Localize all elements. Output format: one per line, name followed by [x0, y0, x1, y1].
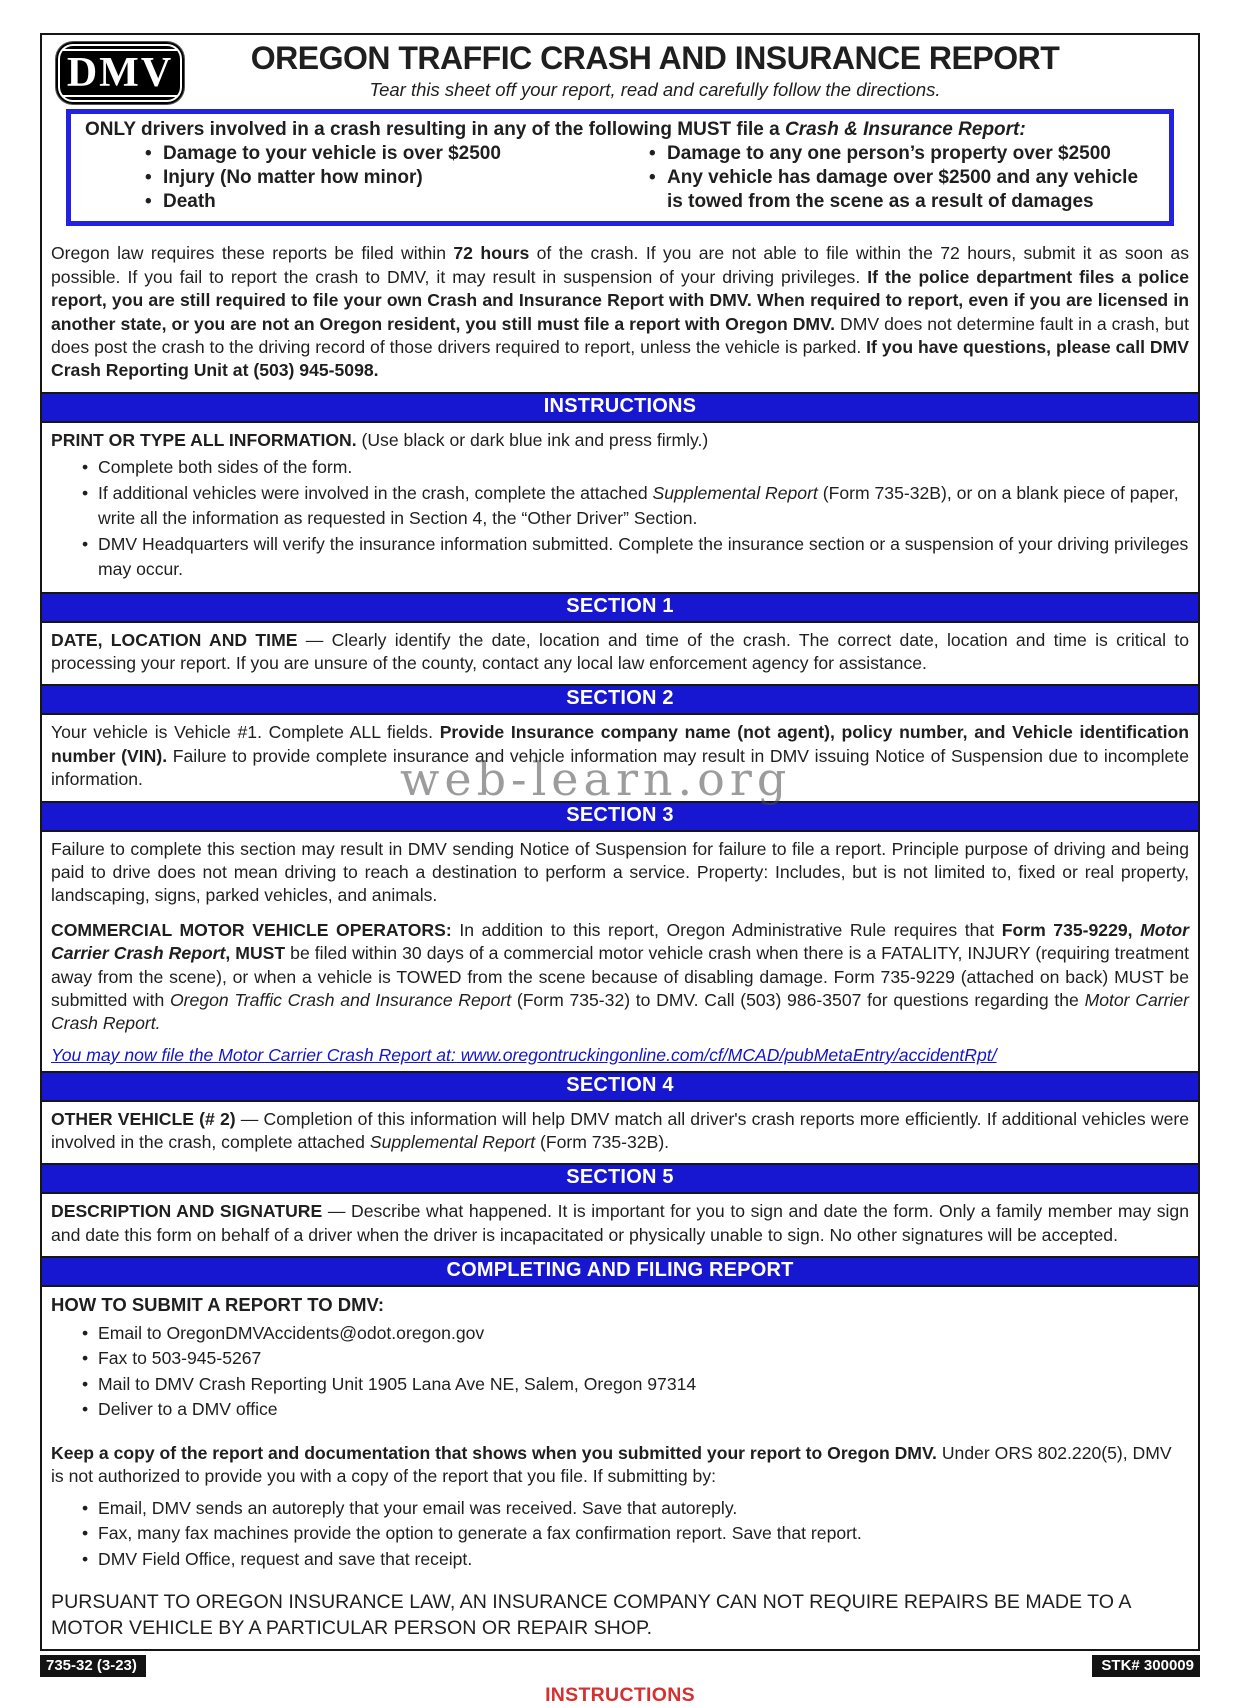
section-5-bar	[42, 1163, 1198, 1194]
intro-text: DMV does not determine fault in a crash, but does post the crash to the driving record of those drivers required to report, unless the vehicle is parked.	[51, 313, 1189, 357]
dmv-logo	[56, 42, 184, 104]
bar-label: COMPLETING AND FILING REPORT	[446, 1259, 794, 1282]
section-5-body: — Describe what happened. It is important for you to sign and date the form. Only a family member may sign and date this form on behalf of a driver when the driver is incapacitated or physically unable to sign. No other signatures will be accepted.	[51, 1201, 1189, 1245]
section-1-heading: DATE, LOCATION AND TIME	[51, 629, 298, 650]
section-2-body: Your vehicle is Vehicle #1. Complete ALL fields.	[51, 722, 440, 743]
section-4-text	[42, 1102, 1198, 1164]
keep-copy-bold: Keep a copy of the report and documentation that shows when you submitted your report to Oregon DMV.	[51, 1442, 937, 1463]
how-to-submit-heading: HOW TO SUBMIT A REPORT TO DMV:	[51, 1294, 384, 1316]
section-2-bar	[42, 684, 1198, 715]
section-3-bar	[42, 801, 1198, 832]
list-item: • Any vehicle has damage over $2500 and any vehicle is towed from the scene as a result of damages	[667, 166, 1153, 214]
commercial-italic: Oregon Traffic Crash and Insurance Report	[169, 989, 512, 1010]
intro-police-bold: If the police department files a police report, you are still required to file your own Crash and Insurance Report with DMV. When required to report, even if you are licensed in another state, or you are not an Oregon resident, you still must file a report with Oregon DMV.	[51, 266, 1189, 334]
keep-copy-bullets	[42, 1491, 1198, 1582]
intro-72hours: 72 hours	[453, 243, 530, 264]
watermark: web-learn.org	[400, 752, 792, 806]
list-item: • Damage to your vehicle is over $2500	[163, 142, 621, 166]
list-item: • Fax to 503-945-5267	[98, 1346, 1189, 1372]
section-4-italic: Supplemental Report	[369, 1132, 536, 1153]
section-1-bar	[42, 592, 1198, 623]
bar-label: INSTRUCTIONS	[543, 394, 697, 417]
section-2-bold: Provide Insurance company name (not agent), policy number, and Vehicle identification number (VIN).	[51, 722, 1189, 766]
list-item: • Mail to DMV Crash Reporting Unit 1905 Lana Ave NE, Salem, Oregon 97314	[98, 1372, 1189, 1398]
section-1-text	[42, 623, 1198, 685]
completing-bar	[42, 1256, 1198, 1287]
intro-text: Oregon law requires these reports be filed within	[51, 243, 454, 264]
intro-questions-bold: If you have questions, please call DMV Crash Reporting Unit at (503) 945-5098.	[51, 336, 1189, 381]
commercial-body: (Form 735-32) to DMV. Call (503) 986-3507 for questions regarding the	[511, 989, 1085, 1010]
section-4-body: (Form 735-32B).	[535, 1132, 670, 1153]
notice-heading-text: ONLY drivers involved in a crash resulting in any of the following MUST file a	[85, 119, 785, 140]
footer-row	[40, 1655, 1200, 1677]
keep-copy-paragraph	[42, 1432, 1198, 1491]
notice-heading	[85, 119, 1157, 141]
section-1-body: — Clearly identify the date, location and time of the crash. The correct date, location and time is critical to processing your report. If you are unsure of the county, contact any local law enforcement agency for assistance.	[51, 629, 1189, 673]
commercial-operators-text	[42, 917, 1198, 1045]
section-4-body: — Completion of this information will help DMV match all driver's crash reports more efficiently. If additional vehicles were involved in the crash, complete attached	[51, 1108, 1189, 1153]
section-2-body: Failure to provide complete insurance and vehicle information may result in DMV issuing Notice of Suspension due to incomplete information.	[51, 745, 1189, 790]
commercial-bold: , MUST	[225, 943, 286, 964]
motor-carrier-link-line	[42, 1045, 1198, 1071]
bullet-text: If additional vehicles were involved in the crash, complete the attached	[98, 482, 653, 503]
bar-label: SECTION 3	[566, 803, 674, 826]
list-item: • Complete both sides of the form.	[98, 455, 1189, 481]
page-footer-label: INSTRUCTIONS	[545, 1684, 695, 1707]
must-file-notice-box	[66, 109, 1174, 226]
instructions-heading	[51, 429, 1189, 452]
list-item: • Damage to any one person’s property over $2500	[667, 142, 1153, 166]
list-item: • DMV Field Office, request and save that receipt.	[98, 1547, 1189, 1573]
instructions-heading-bold: PRINT OR TYPE ALL INFORMATION.	[51, 429, 357, 450]
form-number-badge: 735-32 (3-23)	[40, 1655, 146, 1677]
section-4-bar	[42, 1071, 1198, 1102]
notice-columns	[85, 142, 1157, 214]
instructions-heading-rest: (Use black or dark blue ink and press firmly.)	[356, 429, 709, 450]
page-title: OREGON TRAFFIC CRASH AND INSURANCE REPORT	[250, 40, 1060, 76]
document-header	[42, 35, 1198, 107]
section-4-heading: OTHER VEHICLE (# 2)	[51, 1108, 236, 1129]
list-item: • Death	[163, 190, 621, 214]
bar-label: SECTION 2	[566, 687, 674, 710]
how-to-submit-block	[42, 1287, 1198, 1432]
keep-copy-rest: Under ORS 802.220(5), DMV is not authorized to provide you with a copy of the report that you file. If submitting by:	[51, 1442, 1172, 1487]
intro-paragraph	[42, 234, 1198, 391]
page-subtitle: Tear this sheet off your report, read and carefully follow the directions.	[369, 78, 941, 100]
commercial-body: be filed within 30 days of a commercial motor vehicle crash when there is a FATALITY, INJURY (requiring treatment away from the scene), or when a vehicle is TOWED from the scene because of disabling damage. Form 735-9229 (attached on back) MUST be submitted with	[51, 943, 1189, 1010]
list-item	[98, 481, 1189, 532]
bar-label: SECTION 4	[566, 1073, 674, 1096]
commercial-body: In addition to this report, Oregon Administrative Rule requires that	[451, 919, 1002, 940]
bar-label: SECTION 5	[566, 1166, 674, 1189]
document-border	[40, 33, 1200, 1651]
instructions-bar	[42, 392, 1198, 423]
commercial-heading: COMMERCIAL MOTOR VEHICLE OPERATORS:	[51, 919, 452, 940]
section-2-text	[42, 715, 1198, 800]
pursuant-paragraph: PURSUANT TO OREGON INSURANCE LAW, AN INSURANCE COMPANY CAN NOT REQUIRE REPAIRS BE MADE TO A MOTOR VEHICLE BY A PARTICULAR PERSON OR REPAIR SHOP.	[51, 1591, 1131, 1639]
intro-text: of the crash. If you are not able to file within the 72 hours, submit it as soon as possible. If you fail to report the crash to DMV, it may result in suspension of your driving privileges.	[51, 243, 1189, 287]
list-item: • Deliver to a DMV office	[98, 1397, 1189, 1423]
bullet-italic: Supplemental Report	[652, 482, 818, 503]
header-text	[184, 42, 1186, 101]
list-item: • Email to OregonDMVAccidents@odot.oregon.gov	[98, 1321, 1189, 1347]
section-5-text	[42, 1194, 1198, 1256]
dmv-logo-text: DMV	[63, 49, 177, 97]
instructions-block	[42, 423, 1198, 592]
list-item: • Email, DMV sends an autoreply that your email was received. Save that autoreply.	[98, 1496, 1189, 1522]
commercial-italic: Motor Carrier Crash Report.	[51, 989, 1190, 1034]
commercial-bold-italic: Motor Carrier Crash Report	[51, 919, 1189, 964]
list-item: • Injury (No matter how minor)	[163, 166, 621, 190]
list-item: • DMV Headquarters will verify the insurance information submitted. Complete the insurance section or a suspension of your driving privileges may occur.	[98, 532, 1189, 583]
notice-right-column	[621, 142, 1157, 214]
notice-left-column	[85, 142, 621, 214]
document-page	[40, 33, 1200, 1707]
bar-label: SECTION 1	[566, 594, 674, 617]
notice-heading-italic: Crash & Insurance Report:	[784, 119, 1026, 140]
commercial-bold: Form 735-9229,	[1001, 919, 1141, 940]
section-5-heading: DESCRIPTION AND SIGNATURE	[51, 1201, 323, 1222]
stock-number-badge: STK# 300009	[1092, 1655, 1200, 1677]
section-3-text: Failure to complete this section may result in DMV sending Notice of Suspension for failure to file a report. Principle purpose of driving and being paid to drive does not mean driving to reach a destination to perform a service. Property: Includes, but is not limited to, fixed or real property, landscaping, signs, parked vehicles, and animals.	[51, 838, 1189, 906]
bullet-text: (Form 735-32B), or on a blank piece of paper, write all the information as requested in Section 4, the “Other Driver” Section.	[98, 482, 1179, 529]
motor-carrier-link[interactable]: You may now file the Motor Carrier Crash Report at: www.oregontruckingonline.com/cf/MCAD/pubMetaEntry/accidentRpt/	[51, 1044, 997, 1065]
list-item: • Fax, many fax machines provide the option to generate a fax confirmation report. Save that report.	[98, 1521, 1189, 1547]
